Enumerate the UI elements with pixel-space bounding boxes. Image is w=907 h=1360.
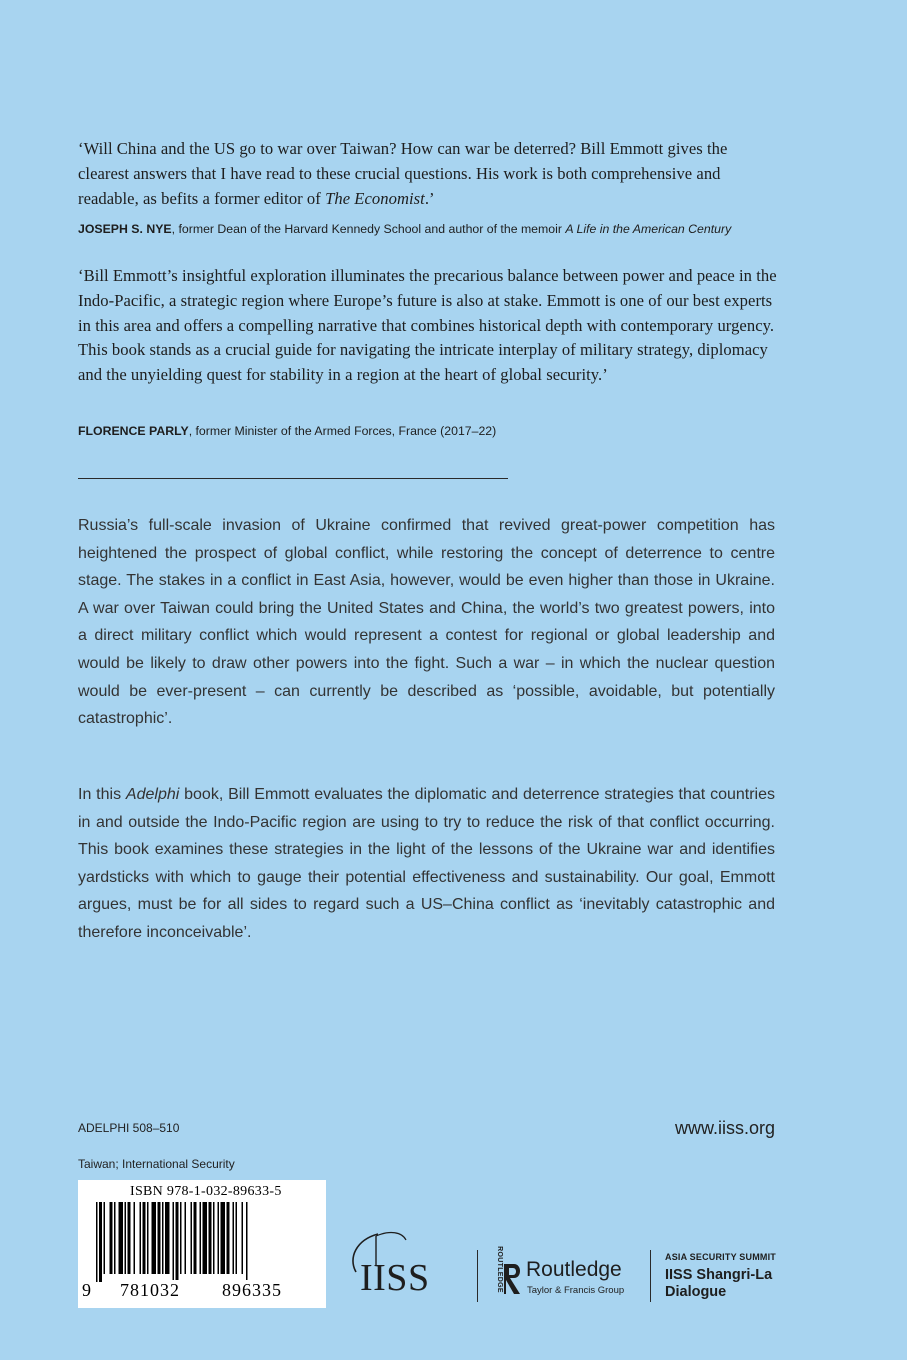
routledge-logo — [490, 1246, 650, 1304]
shangri-la-dialogue-logo — [665, 1252, 785, 1304]
barcode-bar — [185, 1202, 187, 1274]
author-name: FLORENCE PARLY — [78, 424, 189, 438]
routledge-wordmark: Routledge — [526, 1258, 622, 1281]
routledge-subtitle: Taylor & Francis Group — [527, 1285, 625, 1296]
barcode-bar — [180, 1202, 182, 1274]
endorsement-quote-nye — [78, 137, 778, 211]
barcode-bar — [128, 1202, 131, 1274]
barcode-bar — [246, 1202, 248, 1282]
blurb-text: In this — [78, 786, 126, 803]
barcode-bar — [165, 1202, 170, 1274]
blurb-italic: Adelphi — [125, 786, 180, 803]
quote-italic: The Economist — [325, 188, 425, 208]
barcode-bar — [140, 1202, 142, 1274]
barcode-bar — [176, 1202, 179, 1282]
barcode-bar — [221, 1202, 226, 1274]
barcode-bar — [173, 1202, 175, 1282]
logo-divider-2 — [650, 1250, 651, 1302]
iiss-wordmark: IISS — [360, 1257, 430, 1299]
barcode-bar — [119, 1202, 124, 1274]
isbn-label: ISBN 978-1-032-89633-5 — [130, 1184, 282, 1199]
barcode-bar — [104, 1202, 106, 1274]
website-url[interactable]: www.iiss.org — [674, 1118, 775, 1138]
quote-text: ‘Will China and the US go to war over Taiwan? How can war be deterred? Bill Emmott gives the clearest answers that I have read to these crucial questions. His work is both comprehensive and readable, as befits a former editor of — [78, 139, 728, 208]
blurb-text-end: book, Bill Emmott evaluates the diplomatic and deterrence strategies that countries in and outside the Indo-Pacific region are using to try to reduce the risk of that conflict occurring. This book examines these strategies in the light of the lessons of the Ukraine war and identifies yardsticks with which to gauge their potential effectiveness and sustainability. Our goal, Emmott argues, must be for all sides to regard such a US–China conflict as ‘inevitably catastrophic and therefore inconceivable’. — [78, 786, 776, 941]
author-book: A Life in the American Century — [565, 222, 732, 236]
logo-divider — [477, 1250, 478, 1302]
barcode-bar — [114, 1202, 116, 1274]
author-desc: , former Dean of the Harvard Kennedy School and author of the memoir — [171, 222, 566, 236]
barcode-bar — [242, 1202, 244, 1274]
divider-rule — [78, 478, 508, 479]
barcode-bar — [134, 1202, 136, 1274]
isbn-barcode — [78, 1180, 326, 1308]
isbn-first-digit: 9 — [82, 1280, 92, 1300]
barcode-bar — [227, 1202, 230, 1274]
sld-summit-label: ASIA SECURITY SUMMIT — [665, 1252, 777, 1262]
barcode-bar — [147, 1202, 149, 1274]
barcode-bar — [209, 1202, 212, 1274]
blurb-paragraph-1: Russia’s full-scale invasion of Ukraine confirmed that revived great-power competition has heightened the prospect of global conflict, while restoring the concept of deterrence to centre stage. The stakes in a conflict in East Asia, however, would be even higher than those in Ukraine. A war over Taiwan could bring the United States and China, the world’s two greatest powers, into a direct military conflict which would represent a contest for regional or global leadership and would be likely to draw other powers into the fight. Such a war – in which the nuclear question would be ever-present – can currently be described as ‘possible, avoidable, but potentially catastrophic’. — [78, 517, 775, 728]
barcode-bar — [194, 1202, 197, 1274]
barcode-bar — [158, 1202, 161, 1274]
barcode-bar — [152, 1202, 157, 1274]
barcode-bar — [236, 1202, 238, 1274]
barcode-bar — [125, 1202, 127, 1274]
isbn-right-group: 896335 — [218, 1280, 286, 1301]
series-number: ADELPHI 508–510 — [78, 1121, 180, 1135]
quote-text-end: .’ — [424, 188, 435, 208]
sld-line-1: IISS Shangri-La — [665, 1267, 773, 1283]
sld-line-2: Dialogue — [665, 1284, 727, 1300]
author-desc: , former Minister of the Armed Forces, France (2017–22) — [188, 424, 497, 438]
barcode-bar — [233, 1202, 235, 1274]
iiss-logo — [346, 1226, 466, 1306]
routledge-vertical-text: ROUTLEDGE — [495, 1246, 503, 1293]
barcode-bar — [162, 1202, 164, 1274]
barcode-bar — [213, 1202, 215, 1274]
barcode-bar — [218, 1202, 220, 1274]
barcode-bar — [96, 1202, 98, 1282]
barcode-icon — [96, 1202, 308, 1282]
endorsement-quote-parly: ‘Bill Emmott’s insightful exploration illuminates the precarious balance between power and peace in the Indo-Pacific, a strategic region where Europe’s future is also at stake. Emmott is one of our best experts in this area and offers a compelling narrative that combines historical depth with contemporary urgency. This book stands as a crucial guide for navigating the intricate interplay of military strategy, diplomacy and the unyielding quest for stability in a region at the heart of global security.’ — [78, 266, 777, 385]
barcode-bar — [200, 1202, 202, 1274]
barcode-bar — [191, 1202, 193, 1274]
routledge-r-icon — [502, 1262, 524, 1296]
isbn-left-group: 781032 — [116, 1280, 184, 1301]
barcode-bar — [110, 1202, 113, 1274]
endorsement-author-parly — [78, 423, 798, 439]
blurb-paragraph-2 — [78, 781, 775, 947]
barcode-bar — [143, 1202, 146, 1274]
author-name: JOSEPH S. NYE — [78, 222, 172, 236]
endorsement-author-nye — [78, 221, 798, 237]
barcode-bar — [99, 1202, 102, 1282]
barcode-bar — [203, 1202, 208, 1274]
subject-categories: Taiwan; International Security — [78, 1157, 235, 1171]
